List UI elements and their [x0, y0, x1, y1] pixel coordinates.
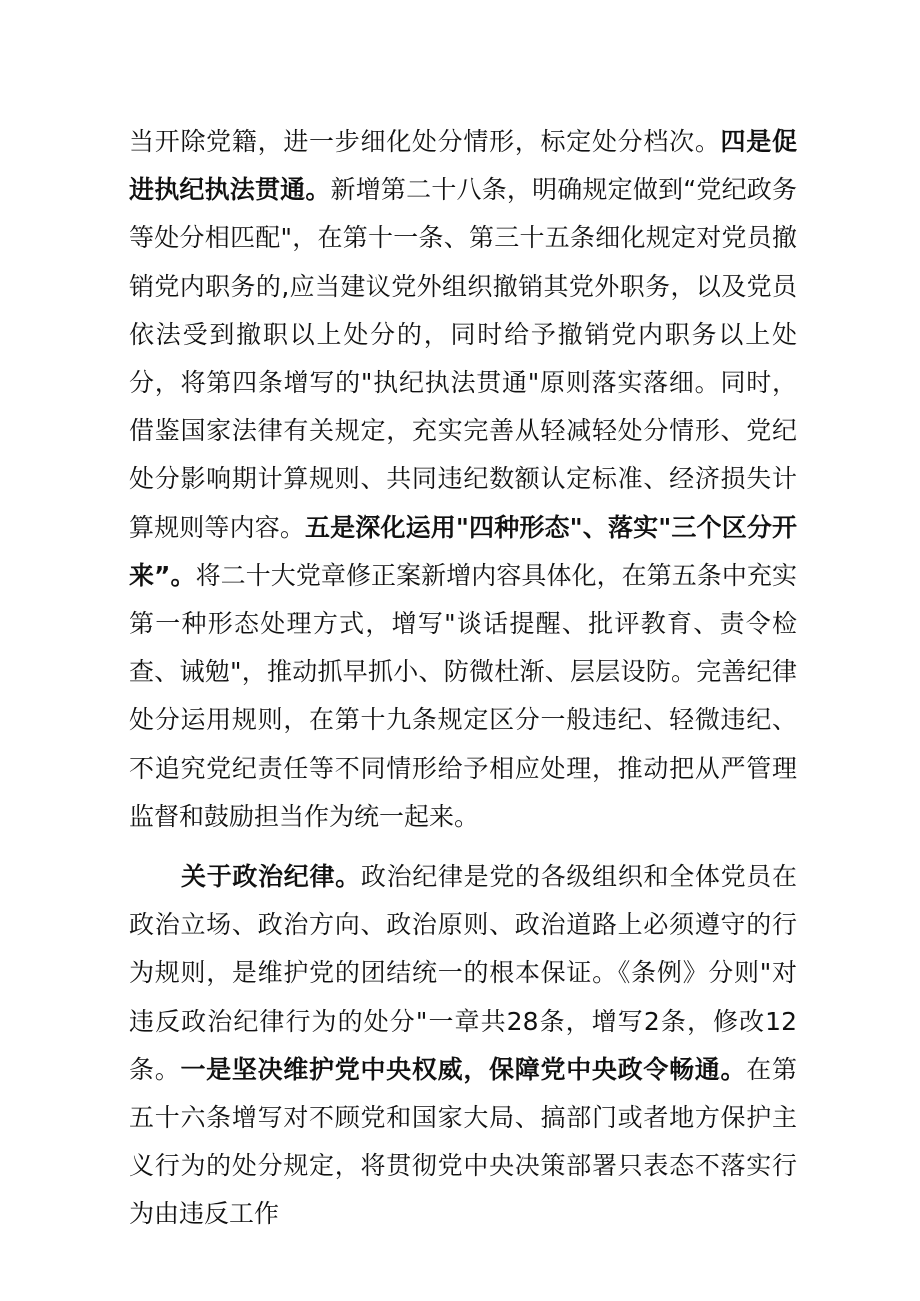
bold-heading-segment: 五是深化运用"四种形态"、落实"三个区分开来”。	[129, 512, 797, 590]
bold-heading-segment: 关于政治纪律。	[181, 862, 361, 892]
paragraph-discipline-enforcement	[129, 118, 797, 841]
text-segment: 当开除党籍，进一步细化处分情形，标定处分档次。	[129, 127, 721, 156]
bold-heading-segment: 四是促进执纪执法贯通。	[129, 127, 797, 205]
text-segment: 将二十大党章修正案新增内容具体化，在第五条中充实第一种形态处理方式，增写"谈话提醒、批评教育、责令检查、诫勉"，推动抓早抓小、防微杜渐、层层设防。完善纪律处分运用规则，在第十九条规定区分一般违纪、轻微违纪、不追究党纪责任等不同情形给予相应处理，推动把从严管理监督和鼓励担当作为统一起来。	[129, 560, 797, 831]
text-segment: 政治纪律是党的各级组织和全体党员在政治立场、政治方向、政治原则、政治道路上必须遵守的行为规则，是维护党的团结统一的根本保证。《条例》分则"对违反政治纪律行为的处分"一章共28条，增写2条，修改12条。	[129, 862, 797, 1084]
text-segment: 在第五十六条增写对不顾党和国家大局、搞部门或者地方保护主义行为的处分规定，将贯彻党中央决策部署只表态不落实行为由违反工作	[129, 1054, 797, 1229]
text-segment: 新增第二十八条，明确规定做到“党纪政务等处分相匹配"，在第十一条、第三十五条细化规定对党员撤销党内职务的,应当建议党外组织撤销其党外职务，以及党员依法受到撤职以上处分的，同时给予撤销党内职务以上处分，将第四条增写的"执纪执法贯通"原则落实落细。同时，借鉴国家法律有关规定，充实完善从轻减轻处分情形、党纪处分影响期计算规则、共同违纪数额认定标准、经济损失计算规则等内容。	[129, 175, 797, 542]
document-page	[129, 118, 797, 1239]
paragraph-political-discipline	[129, 853, 797, 1239]
bold-heading-segment: 一是坚决维护党中央权威，保障党中央政令畅通。	[180, 1054, 747, 1084]
